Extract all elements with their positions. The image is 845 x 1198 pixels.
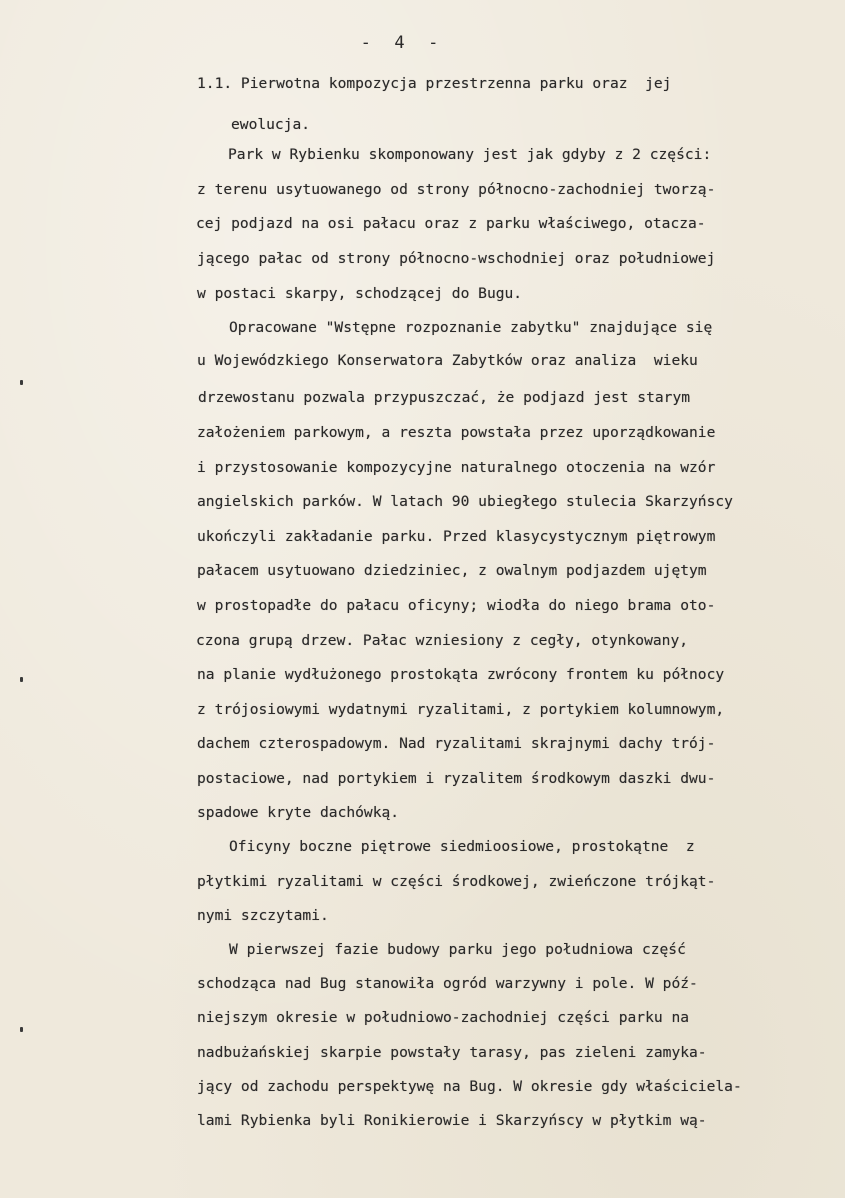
text-line: z terenu usytuowanego od strony północno-zachodniej tworzą- [197,181,716,198]
text-line: założeniem parkowym, a reszta powstała przez uporządkowanie [197,424,716,441]
text-line: u Wojewódzkiego Konserwatora Zabytków oraz analiza wieku [197,352,698,369]
text-line: nadbużańskiej skarpie powstały tarasy, pas zieleni zamyka- [197,1044,707,1061]
binding-hole-mark [20,677,23,682]
text-line: nymi szczytami. [197,907,329,924]
text-line: cej podjazd na osi pałacu oraz z parku właściwego, otacza- [196,215,706,232]
text-line: jący od zachodu perspektywę na Bug. W okresie gdy właściciela- [197,1078,742,1095]
text-line: schodząca nad Bug stanowiła ogród warzywny i pole. W póź- [197,975,698,992]
page-number: - 4 - [360,33,440,53]
text-line: Park w Rybienku skomponowany jest jak gdyby z 2 części: [228,146,712,163]
binding-hole-mark [20,380,23,385]
text-line: i przystosowanie kompozycyjne naturalnego otoczenia na wzór [197,459,716,476]
text-line: lami Rybienka byli Ronikierowie i Skarzyńscy w płytkim wą- [197,1112,707,1129]
section-heading-line-2: ewolucja. [231,116,311,133]
text-line: ukończyli zakładanie parku. Przed klasycystycznym piętrowym [197,528,716,545]
text-line: jącego pałac od strony północno-wschodniej oraz południowej [197,250,716,267]
text-line: na planie wydłużonego prostokąta zwrócony frontem ku północy [197,666,725,683]
text-line: dachem czterospadowym. Nad ryzalitami skrajnymi dachy trój- [197,735,716,752]
text-line: niejszym okresie w południowo-zachodniej części parku na [197,1009,690,1026]
text-line: Opracowane "Wstępne rozpoznanie zabytku" znajdujące się [229,319,713,336]
text-line: drzewostanu pozwala przypuszczać, że podjazd jest starym [198,389,691,406]
text-line: czona grupą drzew. Pałac wzniesiony z cegły, otynkowany, [196,632,689,649]
section-heading-line-1: 1.1. Pierwotna kompozycja przestrzenna parku oraz jej [197,75,672,92]
text-line: postaciowe, nad portykiem i ryzalitem środkowym daszki dwu- [197,770,716,787]
text-line: W pierwszej fazie budowy parku jego południowa część [229,941,686,958]
text-line: angielskich parków. W latach 90 ubiegłego stulecia Skarzyńscy [197,493,733,510]
text-line: Oficyny boczne piętrowe siedmioosiowe, prostokątne z [229,838,695,855]
text-line: z trójosiowymi wydatnymi ryzalitami, z portykiem kolumnowym, [197,701,725,718]
text-line: w prostopadłe do pałacu oficyny; wiodła do niego brama oto- [197,597,716,614]
text-line: w postaci skarpy, schodzącej do Bugu. [197,285,523,302]
text-line: pałacem usytuowano dziedziniec, z owalnym podjazdem ujętym [197,562,707,579]
text-line: płytkimi ryzalitami w części środkowej, zwieńczone trójkąt- [197,873,716,890]
binding-hole-mark [20,1027,23,1032]
text-line: spadowe kryte dachówką. [197,804,400,821]
